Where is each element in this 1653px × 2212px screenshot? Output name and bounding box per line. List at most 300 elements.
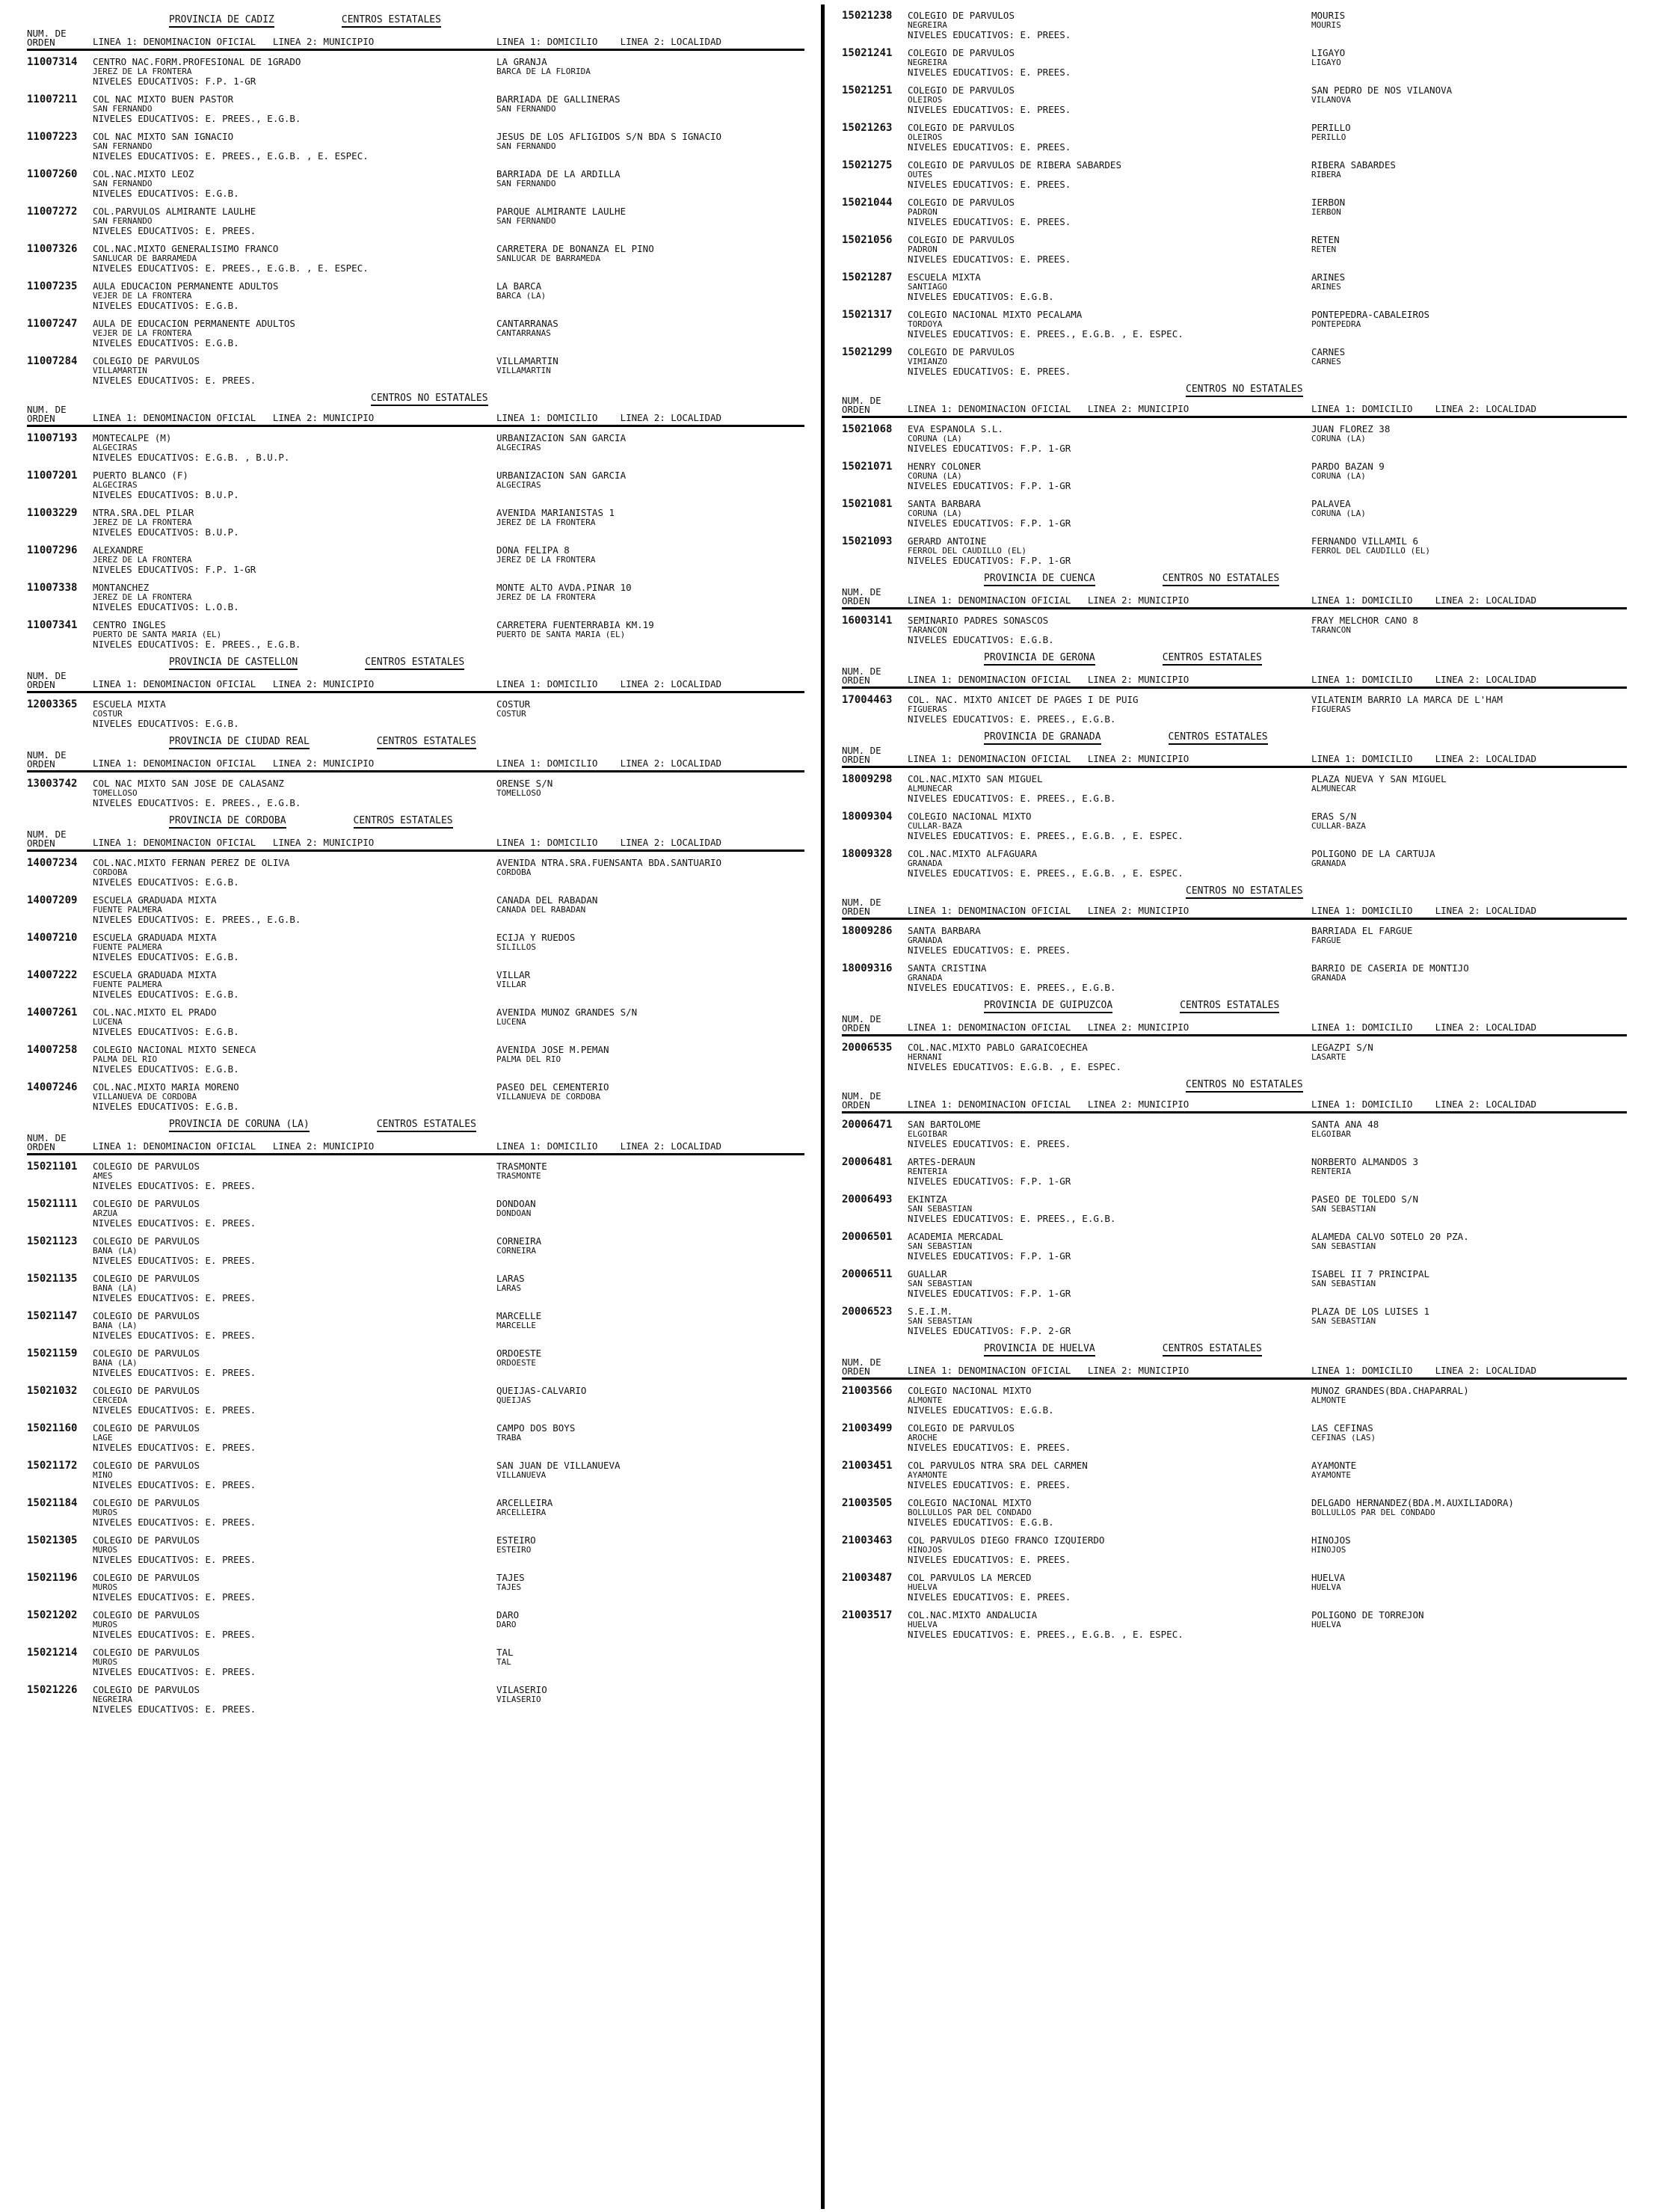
record-denomination (908, 160, 1289, 190)
record-locality: ELGOIBAR (1311, 1129, 1351, 1139)
header-linea1-dom: LINEA 1: DOMICILIO (496, 678, 598, 689)
record-locality: FARGUE (1311, 936, 1341, 945)
header-denominacion (93, 679, 474, 689)
record-row (842, 123, 1627, 153)
record-row (27, 94, 804, 124)
centre-type: CENTROS NO ESTATALES (1186, 885, 1303, 899)
record-name: SANTA BARBARA (908, 498, 981, 509)
record-address (1289, 615, 1627, 645)
record-address (1289, 1610, 1627, 1640)
record-row (27, 583, 804, 612)
record-denomination (908, 347, 1289, 377)
record-row (27, 1007, 804, 1037)
header-domicilio (474, 679, 804, 689)
record-name: GERARD ANTOINE (908, 535, 987, 547)
province-title: PROVINCIA DE CORDOBA (169, 816, 286, 829)
record-address (474, 244, 804, 274)
record-denomination (93, 206, 474, 236)
record-levels: NIVELES EDUCATIVOS: E. PREES., E.G.B. , E. ESPEC. (93, 150, 369, 162)
record-domicile: SANTA ANA 48 (1311, 1119, 1379, 1130)
header-num-orden: NUM. DE ORDEN (842, 1013, 881, 1033)
sub-heading (842, 1080, 1627, 1090)
record-name: ARTES-DERAUN (908, 1156, 976, 1167)
record-address (474, 545, 804, 575)
header-linea2-mun: LINEA 2: MUNICIPIO (1087, 1021, 1189, 1033)
record-levels: NIVELES EDUCATIVOS: E. PREES., E.G.B. , E. ESPEC. (908, 328, 1183, 340)
record-number: 20006493 (842, 1193, 893, 1205)
record-denomination (93, 1082, 474, 1112)
record-levels: NIVELES EDUCATIVOS: E.G.B. , B.U.P. (93, 452, 290, 463)
record-address (474, 1610, 804, 1640)
record-municipality: BANA (LA) (93, 1283, 138, 1293)
record-municipality: RENTERIA (908, 1167, 947, 1176)
record-name: COLEGIO DE PARVULOS (93, 1647, 200, 1658)
record-locality: ARCELLEIRA (496, 1508, 547, 1517)
record-address (474, 206, 804, 236)
record-address (1289, 48, 1627, 78)
record-domicile: URBANIZACION SAN GARCIA (496, 432, 627, 443)
record-denomination (908, 48, 1289, 78)
record-number: 11007338 (27, 582, 78, 594)
record-domicile: PERILLO (1311, 122, 1351, 133)
record-levels: NIVELES EDUCATIVOS: E. PREES. (908, 67, 1071, 78)
record-municipality: OUTES (908, 170, 933, 179)
record-levels: NIVELES EDUCATIVOS: E. PREES. (908, 29, 1071, 40)
header-linea1-denom: LINEA 1: DENOMINACION OFICIAL (908, 905, 1071, 916)
record-domicile: PLAZA NUEVA Y SAN MIGUEL (1311, 773, 1447, 784)
record-denomination (93, 895, 474, 925)
record-domicile: TAL (496, 1647, 514, 1658)
record-row (27, 620, 804, 650)
header-linea2-mun: LINEA 2: MUNICIPIO (1087, 595, 1189, 606)
record-address (1289, 1042, 1627, 1072)
record-row (842, 1269, 1627, 1299)
record-domicile: AVENIDA MARIANISTAS 1 (496, 507, 615, 518)
header-num-orden: NUM. DE ORDEN (842, 897, 881, 917)
record-domicile: ORENSE S/N (496, 778, 553, 789)
record-row (842, 235, 1627, 265)
record-address (1289, 1573, 1627, 1603)
record-locality: CULLAR-BAZA (1311, 821, 1366, 831)
record-domicile: HINOJOS (1311, 1534, 1351, 1546)
records-guipuzcoa-no (842, 1119, 1627, 1336)
record-locality: BARCA DE LA FLORIDA (496, 67, 591, 76)
record-domicile: DONA FELIPA 8 (496, 544, 570, 556)
record-municipality: VILLANUEVA DE CORDOBA (93, 1092, 197, 1102)
record-levels: NIVELES EDUCATIVOS: E. PREES. (93, 1330, 256, 1341)
record-locality: FERROL DEL CAUDILLO (EL) (1311, 546, 1430, 556)
record-number: 20006471 (842, 1119, 893, 1131)
record-levels: NIVELES EDUCATIVOS: E. PREES., E.G.B. (93, 797, 301, 808)
record-number: 20006481 (842, 1156, 893, 1168)
record-name: COLEGIO DE PARVULOS (908, 47, 1015, 58)
record-name: COL PARVULOS NTRA SRA DEL CARMEN (908, 1460, 1088, 1471)
record-municipality: BANA (LA) (93, 1246, 138, 1256)
record-denomination (908, 926, 1289, 956)
record-levels: NIVELES EDUCATIVOS: E. PREES., E.G.B. (93, 914, 301, 925)
record-locality: PALMA DEL RIO (496, 1054, 561, 1064)
record-address (474, 933, 804, 962)
header-linea2-mun: LINEA 2: MUNICIPIO (272, 412, 375, 423)
record-domicile: FRAY MELCHOR CANO 8 (1311, 615, 1418, 626)
record-address (474, 858, 804, 888)
record-address (474, 1685, 804, 1715)
section-heading (842, 1344, 1627, 1357)
header-linea2-loc: LINEA 2: LOCALIDAD (1435, 1021, 1537, 1033)
record-address (474, 970, 804, 1000)
header-linea1-denom: LINEA 1: DENOMINACION OFICIAL (93, 36, 256, 47)
record-locality: VILANOVA (1311, 95, 1351, 105)
record-municipality: VILLAMARTIN (93, 366, 147, 375)
record-row (27, 1423, 804, 1453)
header-linea2-mun: LINEA 2: MUNICIPIO (1087, 403, 1189, 414)
record-locality: IERBON (1311, 207, 1341, 217)
record-levels: NIVELES EDUCATIVOS: E. PREES. (93, 1479, 256, 1490)
header-num-orden: NUM. DE ORDEN (842, 745, 881, 765)
record-locality: TOMELLOSO (496, 788, 541, 798)
record-municipality: VIMIANZO (908, 357, 947, 366)
section-heading (27, 737, 804, 749)
record-number: 11007272 (27, 206, 78, 218)
record-row (27, 858, 804, 888)
record-denomination (908, 1498, 1289, 1528)
record-municipality: SANTIAGO (908, 282, 947, 292)
record-row (27, 508, 804, 538)
header-linea2-loc: LINEA 2: LOCALIDAD (620, 758, 722, 769)
record-name: PUERTO BLANCO (F) (93, 470, 188, 481)
record-name: COL.NAC.MIXTO EL PRADO (93, 1007, 217, 1018)
record-municipality: TOMELLOSO (93, 788, 138, 798)
record-address (1289, 347, 1627, 377)
record-denomination (908, 85, 1289, 115)
record-municipality: FUENTE PALMERA (93, 905, 162, 915)
record-denomination (908, 1119, 1289, 1149)
record-number: 15021147 (27, 1310, 78, 1322)
record-number: 11007223 (27, 131, 78, 143)
record-levels: NIVELES EDUCATIVOS: E. PREES. (908, 254, 1071, 265)
record-name: COLEGIO DE PARVULOS (93, 1534, 200, 1546)
record-address (474, 1348, 804, 1378)
record-locality: TRASMONTE (496, 1171, 541, 1181)
header-linea1-denom: LINEA 1: DENOMINACION OFICIAL (908, 753, 1071, 764)
record-row (842, 811, 1627, 841)
centre-type: CENTROS ESTATALES (1180, 1001, 1279, 1013)
record-domicile: BARRIADA DE GALLINERAS (496, 93, 621, 105)
record-denomination (93, 1161, 474, 1191)
record-number: 11007314 (27, 56, 78, 68)
record-domicile: BARRIADA DE LA ARDILLA (496, 168, 621, 179)
record-name: COL NAC MIXTO SAN JOSE DE CALASANZ (93, 778, 284, 789)
record-levels: NIVELES EDUCATIVOS: F.P. 2-GR (908, 1325, 1071, 1336)
record-name: COL NAC MIXTO SAN IGNACIO (93, 131, 234, 142)
record-address (1289, 197, 1627, 227)
record-levels: NIVELES EDUCATIVOS: E.G.B. (93, 300, 239, 311)
record-number: 15021056 (842, 234, 893, 246)
record-row (842, 1194, 1627, 1224)
record-number: 15021071 (842, 461, 893, 473)
record-number: 15021305 (27, 1534, 78, 1546)
record-number: 20006511 (842, 1268, 893, 1280)
record-name: AULA EDUCACION PERMANENTE ADULTOS (93, 280, 279, 292)
records-cordoba (27, 858, 804, 1112)
record-locality: PERILLO (1311, 132, 1346, 142)
record-name: COLEGIO DE PARVULOS (908, 10, 1015, 21)
record-locality: PONTEPEDRA (1311, 319, 1361, 329)
header-domicilio (1289, 1099, 1627, 1110)
record-domicile: HUELVA (1311, 1572, 1346, 1583)
record-municipality: BANA (LA) (93, 1321, 138, 1330)
record-name: HENRY COLONER (908, 461, 981, 472)
province-title: PROVINCIA DE GERONA (984, 653, 1095, 666)
record-row (27, 1573, 804, 1603)
record-denomination (93, 57, 474, 87)
section-heading (842, 732, 1627, 745)
record-row (842, 1386, 1627, 1416)
record-row (842, 1610, 1627, 1640)
record-municipality: MUROS (93, 1508, 118, 1517)
record-number: 14007258 (27, 1044, 78, 1056)
record-municipality: OLEIROS (908, 132, 943, 142)
record-name: COLEGIO DE PARVULOS (93, 1497, 200, 1508)
record-address (1289, 926, 1627, 956)
record-address (1289, 1423, 1627, 1453)
record-levels: NIVELES EDUCATIVOS: E.G.B. (93, 1101, 239, 1112)
record-row (27, 1082, 804, 1112)
record-address (474, 319, 804, 348)
record-row (842, 48, 1627, 78)
centre-type: CENTROS ESTATALES (354, 816, 453, 829)
record-domicile: CARRETERA DE BONANZA EL PINO (496, 243, 654, 254)
record-municipality: ALMUNECAR (908, 784, 952, 793)
record-denomination (908, 1573, 1289, 1603)
header-linea1-dom: LINEA 1: DOMICILIO (1311, 1099, 1413, 1110)
record-address (474, 1161, 804, 1191)
record-locality: CORDOBA (496, 867, 532, 877)
record-municipality: NEGREIRA (908, 58, 947, 67)
record-locality: RENTERIA (1311, 1167, 1351, 1176)
column-header (27, 405, 804, 427)
record-number: 15021093 (842, 535, 893, 547)
record-number: 16003141 (842, 615, 893, 627)
record-locality: DARO (496, 1620, 517, 1629)
record-row (842, 849, 1627, 879)
record-locality: AYAMONTE (1311, 1470, 1351, 1480)
record-domicile: AYAMONTE (1311, 1460, 1357, 1471)
record-domicile: VILASERIO (496, 1684, 547, 1695)
record-number: 15021275 (842, 159, 893, 171)
province-title: PROVINCIA DE CIUDAD REAL (169, 737, 310, 749)
record-locality: PUERTO DE SANTA MARIA (EL) (496, 630, 626, 639)
record-number: 18009286 (842, 925, 893, 937)
record-domicile: POLIGONO DE LA CARTUJA (1311, 848, 1435, 859)
record-municipality: MUROS (93, 1545, 118, 1555)
record-address (1289, 85, 1627, 115)
column-header (842, 1092, 1627, 1113)
record-row (27, 1045, 804, 1075)
record-name: COLEGIO NACIONAL MIXTO PECALAMA (908, 309, 1083, 320)
record-number: 15021317 (842, 309, 893, 321)
record-municipality: CORDOBA (93, 867, 128, 877)
record-denomination (908, 849, 1289, 879)
record-number: 15021032 (27, 1385, 78, 1397)
record-denomination (93, 1610, 474, 1640)
record-domicile: VILLAR (496, 969, 531, 980)
record-levels: NIVELES EDUCATIVOS: E. PREES. (93, 1591, 256, 1603)
record-locality: MOURIS (1311, 20, 1341, 30)
record-municipality: MINO (93, 1470, 113, 1480)
header-denominacion (93, 838, 474, 848)
section-heading (842, 574, 1627, 586)
record-municipality: GRANADA (908, 973, 943, 983)
record-locality: BARCA (LA) (496, 291, 547, 301)
record-levels: NIVELES EDUCATIVOS: F.P. 1-GR (908, 480, 1071, 491)
record-municipality: TARANCON (908, 625, 947, 635)
record-row (27, 319, 804, 348)
record-domicile: PASEO DEL CEMENTERIO (496, 1081, 609, 1093)
record-municipality: FIGUERAS (908, 704, 947, 714)
header-linea2-loc: LINEA 2: LOCALIDAD (620, 36, 722, 47)
header-denominacion (908, 1022, 1289, 1033)
record-address (1289, 963, 1627, 993)
header-linea1-dom: LINEA 1: DOMICILIO (1311, 674, 1413, 685)
record-denomination (908, 1194, 1289, 1224)
record-address (474, 433, 804, 463)
record-row (842, 1535, 1627, 1565)
record-domicile: ALAMEDA CALVO SOTELO 20 PZA. (1311, 1231, 1469, 1242)
record-domicile: JUAN FLOREZ 38 (1311, 423, 1391, 434)
record-municipality: JEREZ DE LA FRONTERA (93, 67, 192, 76)
centre-type: CENTROS ESTATALES (365, 657, 464, 670)
record-levels: NIVELES EDUCATIVOS: E. PREES. (93, 1517, 256, 1528)
record-domicile: TRASMONTE (496, 1161, 547, 1172)
record-row (27, 132, 804, 162)
record-levels: NIVELES EDUCATIVOS: E. PREES. (93, 1666, 256, 1677)
header-linea1-dom: LINEA 1: DOMICILIO (1311, 753, 1413, 764)
record-name: EVA ESPANOLA S.L. (908, 423, 1003, 434)
record-address (474, 1535, 804, 1565)
record-levels: NIVELES EDUCATIVOS: F.P. 1-GR (908, 443, 1071, 454)
record-name: S.E.I.M. (908, 1306, 953, 1317)
record-domicile: VILLAMARTIN (496, 355, 558, 366)
record-locality: SAN FERNANDO (496, 179, 556, 188)
record-locality: CEFINAS (LAS) (1311, 1433, 1376, 1443)
record-address (1289, 1119, 1627, 1149)
column-header (842, 1015, 1627, 1036)
record-name: COL.NAC.MIXTO PABLO GARAICOECHEA (908, 1042, 1088, 1053)
header-linea2-mun: LINEA 2: MUNICIPIO (272, 758, 375, 769)
record-locality: LARAS (496, 1283, 522, 1293)
record-locality: ALGECIRAS (496, 443, 541, 452)
record-levels: NIVELES EDUCATIVOS: E. PREES. (93, 1180, 256, 1191)
record-denomination (93, 169, 474, 199)
record-locality: TARANCON (1311, 625, 1351, 635)
record-number: 15021238 (842, 10, 893, 22)
record-name: COLEGIO NACIONAL MIXTO (908, 1385, 1032, 1396)
record-levels: NIVELES EDUCATIVOS: E.G.B. , E. ESPEC. (908, 1061, 1121, 1072)
record-locality: RETEN (1311, 245, 1337, 254)
header-linea2-mun: LINEA 2: MUNICIPIO (1087, 1099, 1189, 1110)
record-levels: NIVELES EDUCATIVOS: E.G.B. (93, 1063, 239, 1075)
record-domicile: MUNOZ GRANDES(BDA.CHAPARRAL) (1311, 1385, 1469, 1396)
record-address (474, 1311, 804, 1341)
record-locality: ALMUNECAR (1311, 784, 1356, 793)
sub-heading (842, 886, 1627, 897)
record-row (27, 1610, 804, 1640)
record-number: 11003229 (27, 507, 78, 519)
record-number: 15021214 (27, 1647, 78, 1659)
records-gerona (842, 695, 1627, 725)
centre-type: CENTROS NO ESTATALES (1186, 384, 1303, 397)
record-name: COLEGIO NACIONAL MIXTO (908, 811, 1032, 822)
record-levels: NIVELES EDUCATIVOS: E. PREES. (93, 1404, 256, 1416)
record-number: 15021172 (27, 1460, 78, 1472)
record-name: ESCUELA GRADUADA MIXTA (93, 932, 217, 943)
record-municipality: BANA (LA) (93, 1358, 138, 1368)
record-domicile: AVENIDA MUNOZ GRANDES S/N (496, 1007, 638, 1018)
record-domicile: RIBERA SABARDES (1311, 159, 1396, 170)
column-header (842, 588, 1627, 609)
record-denomination (908, 695, 1289, 725)
record-denomination (93, 1535, 474, 1565)
record-row (27, 281, 804, 311)
record-address (1289, 1306, 1627, 1336)
header-denominacion (93, 413, 474, 423)
record-denomination (908, 1535, 1289, 1565)
record-municipality: JEREZ DE LA FRONTERA (93, 592, 192, 602)
header-num-orden: NUM. DE ORDEN (27, 829, 67, 849)
record-locality: QUEIJAS (496, 1395, 532, 1405)
record-municipality: GRANADA (908, 858, 943, 868)
header-linea1-dom: LINEA 1: DOMICILIO (1311, 403, 1413, 414)
record-levels: NIVELES EDUCATIVOS: E. PREES. (908, 1591, 1071, 1603)
record-locality: LIGAYO (1311, 58, 1341, 67)
record-municipality: ALGECIRAS (93, 443, 138, 452)
record-row (27, 206, 804, 236)
record-address (1289, 499, 1627, 529)
record-municipality: OLEIROS (908, 95, 943, 105)
header-domicilio (1289, 1022, 1627, 1033)
record-denomination (93, 583, 474, 612)
record-municipality: SAN FERNANDO (93, 216, 153, 226)
header-linea2-mun: LINEA 2: MUNICIPIO (1087, 905, 1189, 916)
record-denomination (908, 1423, 1289, 1453)
record-address (474, 1460, 804, 1490)
record-locality: MARCELLE (496, 1321, 536, 1330)
record-row (842, 1460, 1627, 1490)
record-row (27, 470, 804, 500)
record-domicile: JESUS DE LOS AFLIGIDOS S/N BDA S IGNACIO (496, 131, 722, 142)
record-number: 20006535 (842, 1042, 893, 1054)
record-number: 14007222 (27, 969, 78, 981)
record-municipality: CULLAR-BAZA (908, 821, 962, 831)
record-locality: JEREZ DE LA FRONTERA (496, 592, 596, 602)
record-locality: HUELVA (1311, 1620, 1341, 1629)
column-header (27, 29, 804, 51)
record-municipality: SAN SEBASTIAN (908, 1241, 973, 1251)
province-title: PROVINCIA DE CORUNA (LA) (169, 1119, 310, 1132)
record-address (474, 583, 804, 612)
record-denomination (93, 1274, 474, 1303)
record-denomination (908, 123, 1289, 153)
record-address (474, 699, 804, 729)
record-locality: COSTUR (496, 709, 526, 719)
section-heading (842, 653, 1627, 666)
record-row (27, 1274, 804, 1303)
record-row (842, 197, 1627, 227)
record-name: MONTECALPE (M) (93, 432, 172, 443)
record-row (842, 1232, 1627, 1262)
header-linea1-denom: LINEA 1: DENOMINACION OFICIAL (908, 674, 1071, 685)
